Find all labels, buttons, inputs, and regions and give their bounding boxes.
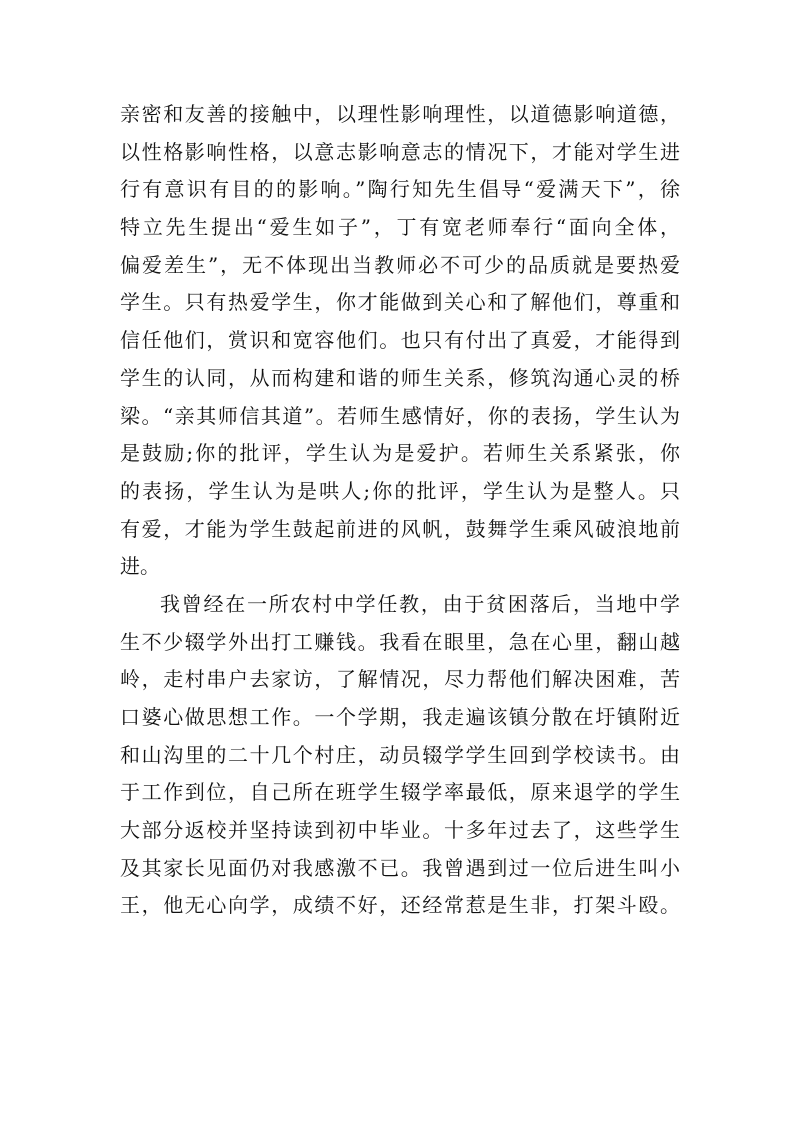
text-line: 生不少辍学外出打工赚钱。我看在眼里，急在心里，翻山越 — [120, 629, 680, 654]
text-line: 大部分返校并坚持读到初中毕业。十多年过去了，这些学生 — [120, 818, 680, 843]
text-line: 信任他们，赏识和宽容他们。也只有付出了真爱，才能得到 — [120, 328, 680, 353]
text-line: 是鼓励;你的批评，学生认为是爱护。若师生关系紧张，你 — [120, 441, 680, 466]
text-line: 特立先生提出“爱生如子”，丁有宽老师奉行“面向全体， — [120, 215, 680, 240]
body-text — [120, 96, 680, 925]
text-line: 及其家长见面仍对我感激不已。我曾遇到过一位后进生叫小 — [120, 855, 680, 880]
text-line: 学生的认同，从而构建和谐的师生关系，修筑沟通心灵的桥 — [120, 365, 680, 390]
text-line: 行有意识有目的的影响。”陶行知先生倡导“爱满天下”，徐 — [120, 177, 680, 202]
text-line: 口婆心做思想工作。一个学期，我走遍该镇分散在圩镇附近 — [120, 705, 680, 729]
text-line: 有爱，才能为学生鼓起前进的风帆，鼓舞学生乘风破浪地前 — [120, 516, 680, 541]
text-line: 岭，走村串户去家访，了解情况，尽力帮他们解决困难，苦 — [120, 667, 680, 692]
text-line: 的表扬，学生认为是哄人;你的批评，学生认为是整人。只 — [120, 478, 680, 503]
text-line: 偏爱差生”，无不体现出当教师必不可少的品质就是要热爱 — [120, 252, 680, 277]
text-line: 亲密和友善的接触中，以理性影响理性，以道德影响道德， — [120, 102, 680, 126]
text-line: 梁。“亲其师信其道”。若师生感情好，你的表扬，学生认为 — [120, 403, 680, 428]
text-line: 以性格影响性格，以意志影响意志的情况下，才能对学生进 — [120, 139, 680, 164]
paragraph-end-line: 进。 — [120, 554, 160, 579]
text-line: 学生。只有热爱学生，你才能做到关心和了解他们，尊重和 — [120, 290, 680, 315]
text-line: 王，他无心向学，成绩不好，还经常惹是生非，打架斗殴。 — [120, 893, 680, 918]
text-line: 于工作到位，自己所在班学生辍学率最低，原来退学的学生 — [120, 780, 680, 805]
text-line: 和山沟里的二十几个村庄，动员辍学学生回到学校读书。由 — [120, 742, 680, 767]
paragraph-first-line: 我曾经在一所农村中学任教，由于贫困落后，当地中学 — [160, 591, 680, 616]
